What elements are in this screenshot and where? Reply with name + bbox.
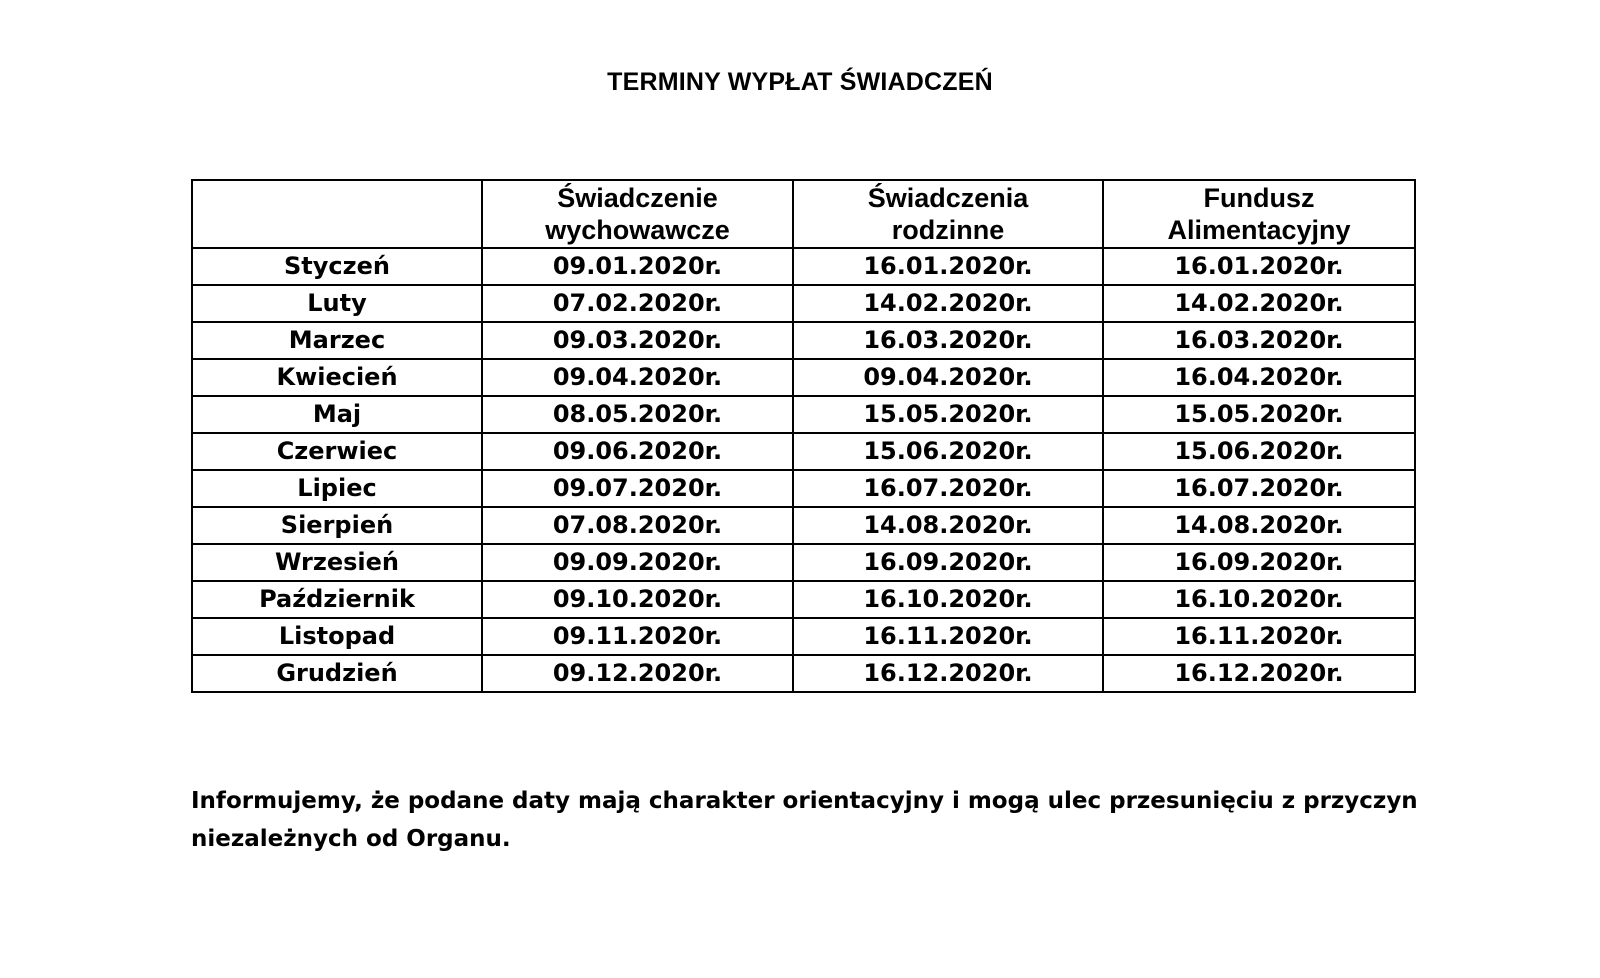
header-swiadczenie-wychowawcze — [482, 180, 793, 248]
table-row — [192, 507, 1415, 544]
date-cell: 16.11.2020r. — [1103, 618, 1415, 655]
month-cell: Lipiec — [192, 470, 482, 507]
table-row — [192, 396, 1415, 433]
table-row — [192, 248, 1415, 285]
table-row — [192, 470, 1415, 507]
date-cell: 09.09.2020r. — [482, 544, 793, 581]
date-cell: 16.09.2020r. — [1103, 544, 1415, 581]
date-cell: 09.04.2020r. — [482, 359, 793, 396]
date-cell: 16.12.2020r. — [793, 655, 1103, 692]
page-title: TERMINY WYPŁAT ŚWIADCZEŃ — [607, 68, 993, 96]
table-row — [192, 359, 1415, 396]
date-cell: 16.09.2020r. — [793, 544, 1103, 581]
date-cell: 09.03.2020r. — [482, 322, 793, 359]
month-cell: Grudzień — [192, 655, 482, 692]
date-cell: 14.02.2020r. — [1103, 285, 1415, 322]
date-cell: 09.10.2020r. — [482, 581, 793, 618]
date-cell: 16.03.2020r. — [793, 322, 1103, 359]
date-cell: 15.06.2020r. — [793, 433, 1103, 470]
date-cell: 16.03.2020r. — [1103, 322, 1415, 359]
date-cell: 09.11.2020r. — [482, 618, 793, 655]
header-line: Świadczenie — [557, 183, 718, 213]
date-cell: 16.10.2020r. — [793, 581, 1103, 618]
date-cell: 14.02.2020r. — [793, 285, 1103, 322]
table-row — [192, 655, 1415, 692]
date-cell: 07.08.2020r. — [482, 507, 793, 544]
date-cell: 09.06.2020r. — [482, 433, 793, 470]
header-line: Świadczenia — [867, 183, 1029, 213]
date-cell: 14.08.2020r. — [793, 507, 1103, 544]
month-cell: Czerwiec — [192, 433, 482, 470]
header-line: Fundusz — [1203, 183, 1315, 213]
table-row — [192, 322, 1415, 359]
payment-schedule-table — [191, 179, 1416, 693]
header-line: wychowawcze — [545, 215, 730, 245]
date-cell: 15.05.2020r. — [793, 396, 1103, 433]
date-cell: 16.07.2020r. — [793, 470, 1103, 507]
date-cell: 15.05.2020r. — [1103, 396, 1415, 433]
date-cell: 07.02.2020r. — [482, 285, 793, 322]
header-line: rodzinne — [891, 215, 1005, 245]
month-cell: Kwiecień — [192, 359, 482, 396]
month-cell: Listopad — [192, 618, 482, 655]
date-cell: 16.07.2020r. — [1103, 470, 1415, 507]
header-month — [192, 180, 482, 248]
table-row — [192, 544, 1415, 581]
date-cell: 09.01.2020r. — [482, 248, 793, 285]
date-cell: 16.01.2020r. — [1103, 248, 1415, 285]
date-cell: 15.06.2020r. — [1103, 433, 1415, 470]
date-cell: 16.01.2020r. — [793, 248, 1103, 285]
date-cell: 09.04.2020r. — [793, 359, 1103, 396]
header-swiadczenia-rodzinne — [793, 180, 1103, 248]
table-row — [192, 581, 1415, 618]
table-row — [192, 285, 1415, 322]
date-cell: 09.07.2020r. — [482, 470, 793, 507]
month-cell: Marzec — [192, 322, 482, 359]
month-cell: Maj — [192, 396, 482, 433]
date-cell: 16.12.2020r. — [1103, 655, 1415, 692]
date-cell: 08.05.2020r. — [482, 396, 793, 433]
disclaimer-note: Informujemy, że podane daty mają charakter orientacyjny i mogą ulec przesunięciu z przyczyn niezależnych od Organu. — [191, 788, 1418, 852]
header-fundusz-alimentacyjny — [1103, 180, 1415, 248]
header-line: Alimentacyjny — [1167, 215, 1351, 245]
date-cell: 09.12.2020r. — [482, 655, 793, 692]
month-cell: Październik — [192, 581, 482, 618]
table-row — [192, 433, 1415, 470]
month-cell: Wrzesień — [192, 544, 482, 581]
month-cell: Styczeń — [192, 248, 482, 285]
table-row — [192, 618, 1415, 655]
date-cell: 16.10.2020r. — [1103, 581, 1415, 618]
month-cell: Sierpień — [192, 507, 482, 544]
date-cell: 16.11.2020r. — [793, 618, 1103, 655]
date-cell: 14.08.2020r. — [1103, 507, 1415, 544]
month-cell: Luty — [192, 285, 482, 322]
table-header-row — [192, 180, 1415, 248]
date-cell: 16.04.2020r. — [1103, 359, 1415, 396]
